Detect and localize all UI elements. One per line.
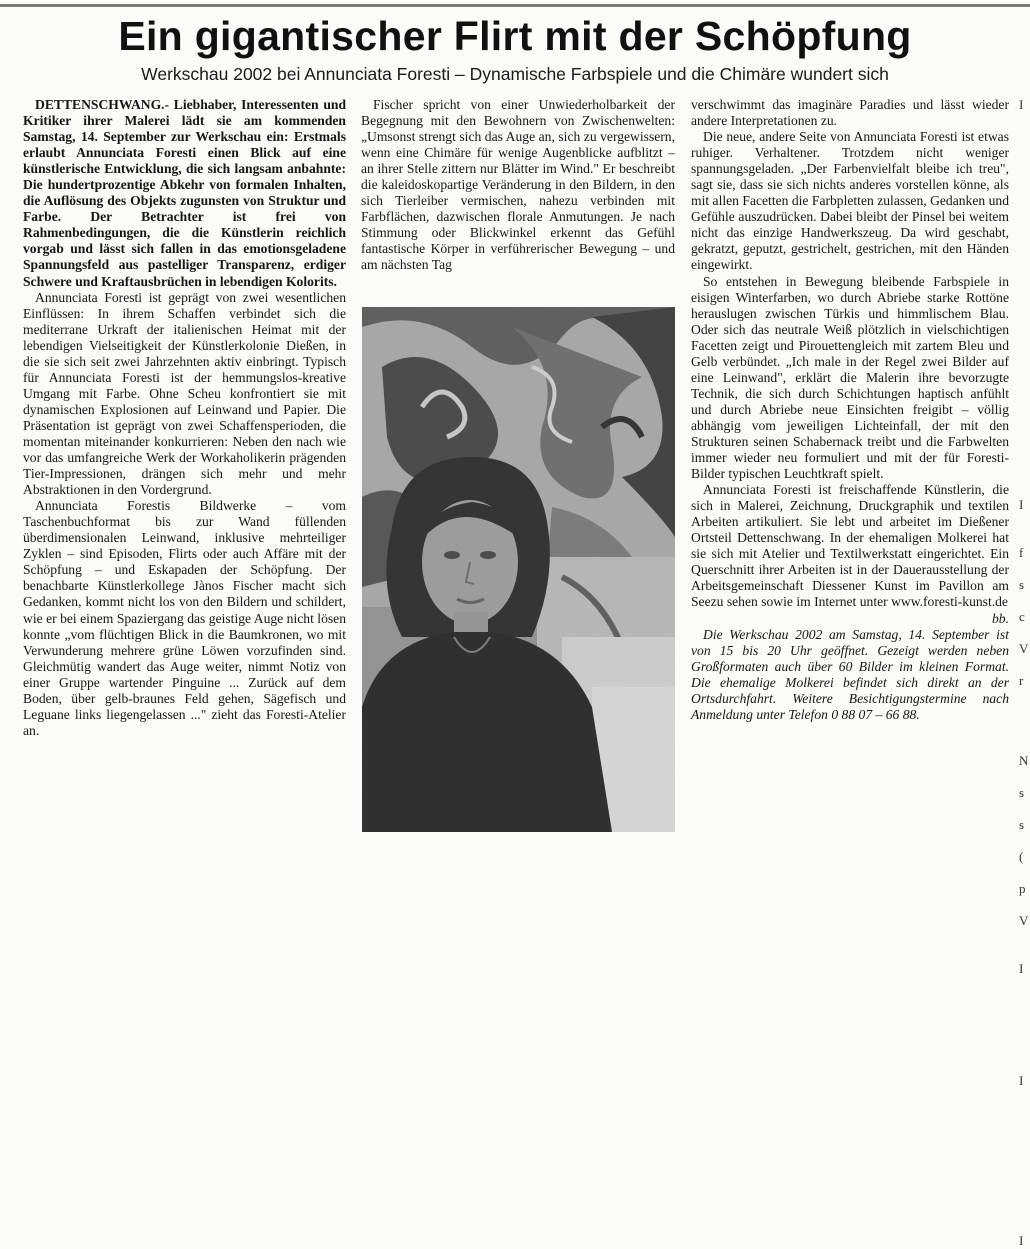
edge-letter [1019, 769, 1030, 785]
edge-letter [1019, 561, 1030, 577]
artist-photo [362, 307, 675, 832]
column-3 [691, 97, 1009, 723]
edge-letter [1019, 1201, 1030, 1217]
edge-letter [1019, 273, 1030, 289]
lead-paragraph: DETTENSCHWANG.- Liebhaber, Interessenten und Kritiker ihrer Malerei lädt sie am kommenden Samstag, 14. September zur Werkschau ein: Erstmals erlaubt Annunciata Foresti einen Blick auf eine künstlerische Entwicklung, die sich langsam anbahnte: Die hundertprozentige Abkehr von formalen Inhalten, die Auflösung des Objekts zugunsten von Struktur und Farbe. Der Betrachter ist frei von Rahmenbedingungen, die die Künstlerin reichlich vorgab und lässt sich fallen in das emotionsgeladene Spannungsfeld aus pastelliger Transparenz, erdiger Schwere und Kraftausbrüchen in lebendigen Kolorits. [23, 97, 346, 289]
edge-letter: I [1019, 97, 1024, 112]
edge-letter: V [1019, 913, 1029, 928]
edge-letter [1019, 657, 1030, 673]
headline: Ein gigantischer Flirt mit der Schöpfung [118, 13, 912, 59]
edge-letter: N [1019, 753, 1029, 768]
event-info: Die Werkschau 2002 am Samstag, 14. September ist von 15 bis 20 Uhr geöffnet. Gezeigt werden neben Großformaten auch über 60 Bilder im kleinen Format. Die ehemalige Molkerei befindet sich direkt an der Ortsdurchfahrt. Weitere Besichtigungstermine nach Anmeldung unter Telefon 0 88 07 – 66 88. [691, 626, 1009, 722]
edge-letter: I [1019, 1233, 1024, 1248]
edge-letter [1019, 737, 1030, 753]
edge-letter [1019, 593, 1030, 609]
edge-letter [1019, 945, 1030, 961]
edge-letter [1019, 625, 1030, 641]
edge-letter [1019, 257, 1030, 273]
edge-letter [1019, 321, 1030, 337]
edge-letter [1019, 289, 1030, 305]
top-rule [0, 4, 1030, 7]
edge-letter [1019, 1121, 1030, 1137]
edge-letter [1019, 161, 1030, 177]
edge-letter [1019, 1169, 1030, 1185]
edge-letter: I [1019, 961, 1024, 976]
edge-letter [1019, 433, 1030, 449]
edge-letter [1019, 865, 1030, 881]
edge-letter [1019, 129, 1030, 145]
edge-letter [1019, 401, 1030, 417]
body-paragraph: Annunciata Forestis Bildwerke – vom Taschenbuchformat bis zur Wand füllenden überdimensionalen Leinwand, inklusive mehrteiliger Zyklen – sind Episoden, Flirts oder auch Affäre mit der Schöpfung – und Eskapaden der Schöpfung. Der benachbarte Künstlerkollege Jànos Fischer macht sich Gedanken, kommt nicht los von den Bildern und schildert, wie er bei einem Spaziergang das geistige Auge nicht lösen konnte „vom flüchtigen Blick in die Baumkronen, wo mit Verwunderung mehrere grüne Löwen vorzufinden sind. Gleichmütig wandert das Auge weiter, nimmt Notiz von einer Gruppe wartender Pinguine ... Zurück auf dem Boden, über gelb-braunes Feld gehen, Sägefisch und Leguane links liegengelassen ..." zieht das Foresti-Atelier an. [23, 498, 346, 738]
edge-letter [1019, 225, 1030, 241]
edge-letter [1019, 801, 1030, 817]
edge-letter [1019, 337, 1030, 353]
edge-letter [1019, 833, 1030, 849]
edge-letter: c [1019, 609, 1025, 624]
edge-letter: s [1019, 817, 1025, 832]
edge-letter [1019, 929, 1030, 945]
edge-letter [1019, 1185, 1030, 1201]
edge-letter: s [1019, 785, 1025, 800]
edge-letter [1019, 449, 1030, 465]
edge-letter [1019, 417, 1030, 433]
photo-artist-portrait-icon [362, 307, 675, 832]
edge-letter: r [1019, 673, 1024, 688]
edge-letter: p [1019, 881, 1026, 896]
edge-letter [1019, 1105, 1030, 1121]
edge-letter [1019, 993, 1030, 1009]
edge-letter [1019, 529, 1030, 545]
edge-letter [1019, 1025, 1030, 1041]
edge-letter [1019, 897, 1030, 913]
edge-letter [1019, 385, 1030, 401]
edge-letter [1019, 977, 1030, 993]
edge-letter [1019, 353, 1030, 369]
edge-letter [1019, 689, 1030, 705]
body-paragraph: Die neue, andere Seite von Annunciata Foresti ist etwas ruhiger. Verhaltener. Trotzdem nicht weniger spannungsgeladen. „Der Farbenvielfalt bleibe ich treu", sagt sie, dass sie sich nichts anderes vorstellen könne, als mit allen Facetten die Farbpletten zulassen, Gedanken und Gefühle auszudrücken. Dabei bleibt der Pinsel bei weitem nicht das einzige Handwerkszeug. Da wird geschabt, gekratzt, geputzt, gestrichelt, gestrichen, mit den Händen eingewirkt. [691, 129, 1009, 273]
body-paragraph: verschwimmt das imaginäre Paradies und lässt wieder andere Interpretationen zu. [691, 97, 1009, 129]
body-paragraph: Annunciata Foresti ist geprägt von zwei wesentlichen Einflüssen: In ihrem Schaffen verbindet sich die mediterrane Urkraft der italienischen Heimat mit der lebendigen Vielseitigkeit der Künstlerkolonie Dießen, in die sie sich seit zwei Jahrzehnten aktiv einbringt. Typisch für Annunciata Foresti ist der hemmungslos-kreative Umgang mit Farbe. Ohne Scheu konfrontiert sie mit dynamischen Explosionen auf Leinwand und Papier. Die Präsentation ist geprägt von zwei Schaffensperioden, die momentan miteinander konkurrieren: Neben den nach wie vor das umfangreiche Werk der Workaholikerin prägenden Tier-Impressionen, drängen sich mehr und mehr Abstraktionen in den Vordergrund. [23, 289, 346, 498]
edge-letter [1019, 1153, 1030, 1169]
adjacent-article-edge [1019, 97, 1030, 1248]
edge-letter [1019, 209, 1030, 225]
edge-letter: ( [1019, 849, 1024, 864]
edge-letter [1019, 369, 1030, 385]
edge-letter [1019, 465, 1030, 481]
edge-letter [1019, 1089, 1030, 1105]
body-paragraph: So entstehen in Bewegung bleibende Farbspiele in eisigen Winterfarben, wo durch Abriebe starke Rottöne herauslugen zwischen Türkis und himmlischem Blau. Oder sich das neutrale Weiß plötzlich in vielschichtigen Facetten zeigt und Pirouettengleich mit zartem Bleu und Gelb verbündet. „Ich male in der Regel zwei Bilder auf eine Leinwand", erklärt die Malerin ihre bevorzugte Technik, die sich durch Schichtungen haptisch anfühlt und durch Abriebe neue Einsichten freigibt – völlig abhängig vom jeweiligen Lichteinfall, der mit den Strukturen seinen Schabernack treibt und die Farbwelten immer wieder neu formuliert und mit der für Foresti-Bilder typischen Leuchtkraft spielt. [691, 273, 1009, 482]
author-signature: bb. [992, 610, 1009, 626]
column-1 [23, 97, 346, 739]
body-paragraph: Annunciata Foresti ist freischaffende Künstlerin, die sich in Malerei, Zeichnung, Druckgraphik und textilen Arbeiten artikuliert. Sie lebt und arbeitet im Dießener Ortsteil Dettenschwang. In der ehemaligen Molkerei hat sie sich mit Atelier und Textilwerkstatt eingerichtet. Ein Querschnitt ihrer Arbeiten ist in der Dauerausstellung der Arbeitsgemeinschaft Diessener Kunst im Pavillon am Seezu sehen sowie im Internet unter www.foresti-kunst.de [691, 482, 1009, 610]
edge-letter [1019, 1041, 1030, 1057]
body-paragraph: Fischer spricht von einer Unwiederholbarkeit der Begegnung mit den Bewohnern von Zwischenwelten: „Umsonst strengt sich das Auge an, sich zu vergewissern, wenn eine Chimäre für wenige Augenblicke aufblitzt – an ihrer Stelle zittern nur Blätter im Wind." Er beschreibt die kaleidoskopartige Veränderung in den Bildern, in den sich Tierleiber vermischen, nahezu verbinden mit Farbflächen, dazwischen florale Anmutungen. Je nach Stimmung oder Blickwinkel erkennt das Gefühl fantastische Körper in verführerischer Bewegung – und am nächsten Tag [361, 97, 675, 273]
edge-letter [1019, 1057, 1030, 1073]
edge-letter [1019, 705, 1030, 721]
edge-letter [1019, 721, 1030, 737]
edge-letter [1019, 177, 1030, 193]
edge-letter [1019, 113, 1030, 129]
edge-letter: I [1019, 497, 1024, 512]
edge-letter [1019, 1217, 1030, 1233]
edge-letter [1019, 305, 1030, 321]
edge-letter [1019, 145, 1030, 161]
edge-letter: f [1019, 545, 1024, 560]
edge-letter: I [1019, 1073, 1024, 1088]
edge-letter [1019, 1137, 1030, 1153]
column-2 [361, 97, 675, 274]
subheadline: Werkschau 2002 bei Annunciata Foresti – Dynamische Farbspiele und die Chimäre wundert sich [141, 64, 889, 84]
edge-letter: s [1019, 577, 1025, 592]
edge-letter [1019, 513, 1030, 529]
edge-letter [1019, 1009, 1030, 1025]
edge-letter: V [1019, 641, 1029, 656]
edge-letter [1019, 481, 1030, 497]
edge-letter [1019, 241, 1030, 257]
edge-letter [1019, 193, 1030, 209]
